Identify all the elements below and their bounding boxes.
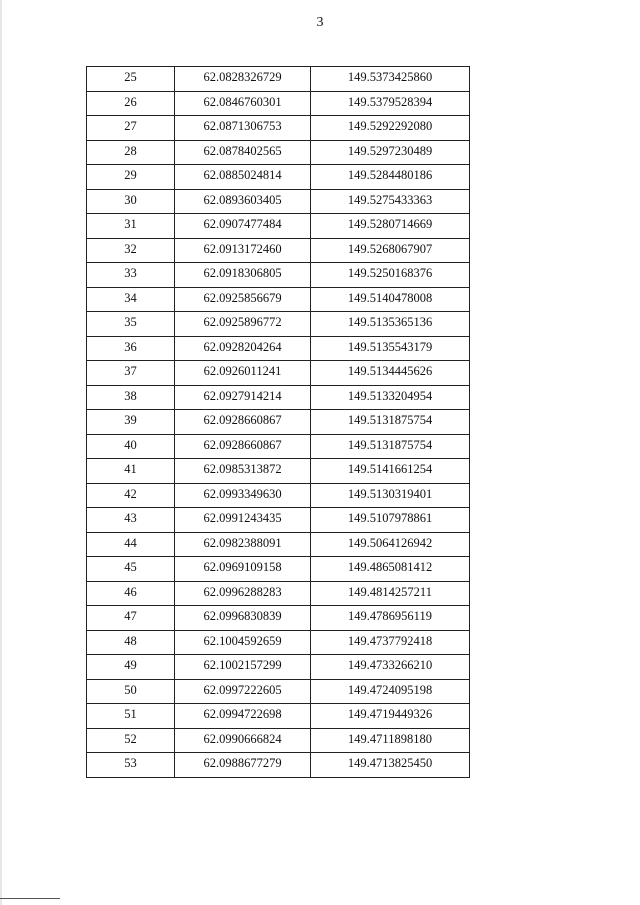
point-number-cell: 45 — [87, 557, 175, 582]
coordinate-y-cell: 149.5292292080 — [311, 116, 470, 141]
coordinate-y-cell: 149.5275433363 — [311, 189, 470, 214]
table-row — [87, 312, 470, 337]
coordinate-x-cell: 62.0926011241 — [175, 361, 311, 386]
table-row — [87, 704, 470, 729]
table-row — [87, 189, 470, 214]
point-number-cell: 52 — [87, 728, 175, 753]
table-row — [87, 655, 470, 680]
coordinate-y-cell: 149.4711898180 — [311, 728, 470, 753]
coordinate-x-cell: 62.0893603405 — [175, 189, 311, 214]
coordinate-x-cell: 62.0871306753 — [175, 116, 311, 141]
table-row — [87, 410, 470, 435]
point-number-cell: 33 — [87, 263, 175, 288]
point-number-cell: 41 — [87, 459, 175, 484]
point-number-cell: 43 — [87, 508, 175, 533]
coordinate-x-cell: 62.0925896772 — [175, 312, 311, 337]
table-row — [87, 361, 470, 386]
point-number-cell: 48 — [87, 630, 175, 655]
coordinate-x-cell: 62.0918306805 — [175, 263, 311, 288]
table-row — [87, 287, 470, 312]
point-number-cell: 37 — [87, 361, 175, 386]
coordinate-x-cell: 62.0927914214 — [175, 385, 311, 410]
point-number-cell: 32 — [87, 238, 175, 263]
point-number-cell: 34 — [87, 287, 175, 312]
point-number-cell: 31 — [87, 214, 175, 239]
point-number-cell: 39 — [87, 410, 175, 435]
coordinate-table — [86, 66, 470, 778]
table-row — [87, 753, 470, 778]
coordinate-y-cell: 149.4733266210 — [311, 655, 470, 680]
coordinate-x-cell: 62.0985313872 — [175, 459, 311, 484]
coordinate-x-cell: 62.0993349630 — [175, 483, 311, 508]
point-number-cell: 47 — [87, 606, 175, 631]
coordinate-x-cell: 62.0996830839 — [175, 606, 311, 631]
coordinate-x-cell: 62.0913172460 — [175, 238, 311, 263]
coordinate-x-cell: 62.0982388091 — [175, 532, 311, 557]
table-row — [87, 140, 470, 165]
coordinate-x-cell: 62.0997222605 — [175, 679, 311, 704]
coordinate-y-cell: 149.5131875754 — [311, 410, 470, 435]
table-row — [87, 214, 470, 239]
coordinate-y-cell: 149.5064126942 — [311, 532, 470, 557]
point-number-cell: 28 — [87, 140, 175, 165]
coordinate-x-cell: 62.0928660867 — [175, 410, 311, 435]
coordinate-y-cell: 149.4737792418 — [311, 630, 470, 655]
coordinate-y-cell: 149.4865081412 — [311, 557, 470, 582]
coordinate-y-cell: 149.5141661254 — [311, 459, 470, 484]
coordinate-table-body — [87, 67, 470, 778]
point-number-cell: 36 — [87, 336, 175, 361]
table-row — [87, 630, 470, 655]
page-number: 3 — [316, 15, 324, 30]
coordinate-y-cell: 149.5373425860 — [311, 67, 470, 92]
point-number-cell: 29 — [87, 165, 175, 190]
coordinate-y-cell: 149.5379528394 — [311, 91, 470, 116]
coordinate-x-cell: 62.0925856679 — [175, 287, 311, 312]
coordinate-y-cell: 149.5130319401 — [311, 483, 470, 508]
point-number-cell: 26 — [87, 91, 175, 116]
coordinate-y-cell: 149.5134445626 — [311, 361, 470, 386]
coordinate-x-cell: 62.0828326729 — [175, 67, 311, 92]
table-row — [87, 165, 470, 190]
point-number-cell: 49 — [87, 655, 175, 680]
point-number-cell: 51 — [87, 704, 175, 729]
table-row — [87, 483, 470, 508]
coordinate-y-cell: 149.5250168376 — [311, 263, 470, 288]
coordinate-x-cell: 62.0878402565 — [175, 140, 311, 165]
coordinate-y-cell: 149.4713825450 — [311, 753, 470, 778]
coordinate-y-cell: 149.4719449326 — [311, 704, 470, 729]
coordinate-y-cell: 149.4814257211 — [311, 581, 470, 606]
coordinate-y-cell: 149.5107978861 — [311, 508, 470, 533]
coordinate-y-cell: 149.5135543179 — [311, 336, 470, 361]
table-row — [87, 606, 470, 631]
coordinate-x-cell: 62.0969109158 — [175, 557, 311, 582]
coordinate-y-cell: 149.5268067907 — [311, 238, 470, 263]
coordinate-x-cell: 62.0991243435 — [175, 508, 311, 533]
coordinate-y-cell: 149.5140478008 — [311, 287, 470, 312]
coordinate-y-cell: 149.5280714669 — [311, 214, 470, 239]
table-row — [87, 532, 470, 557]
point-number-cell: 46 — [87, 581, 175, 606]
point-number-cell: 25 — [87, 67, 175, 92]
coordinate-x-cell: 62.0907477484 — [175, 214, 311, 239]
coordinate-y-cell: 149.5133204954 — [311, 385, 470, 410]
table-row — [87, 336, 470, 361]
table-row — [87, 385, 470, 410]
point-number-cell: 27 — [87, 116, 175, 141]
table-row — [87, 508, 470, 533]
coordinate-y-cell: 149.4724095198 — [311, 679, 470, 704]
table-row — [87, 116, 470, 141]
point-number-cell: 53 — [87, 753, 175, 778]
table-row — [87, 263, 470, 288]
point-number-cell: 38 — [87, 385, 175, 410]
coordinate-x-cell: 62.0988677279 — [175, 753, 311, 778]
point-number-cell: 35 — [87, 312, 175, 337]
footer-rule — [0, 898, 60, 899]
coordinate-y-cell: 149.5135365136 — [311, 312, 470, 337]
table-row — [87, 679, 470, 704]
table-row — [87, 67, 470, 92]
table-row — [87, 434, 470, 459]
table-row — [87, 91, 470, 116]
coordinate-x-cell: 62.0996288283 — [175, 581, 311, 606]
scan-edge — [0, 0, 2, 905]
table-row — [87, 728, 470, 753]
coordinate-y-cell: 149.5284480186 — [311, 165, 470, 190]
coordinate-x-cell: 62.0928660867 — [175, 434, 311, 459]
point-number-cell: 40 — [87, 434, 175, 459]
table-row — [87, 238, 470, 263]
point-number-cell: 50 — [87, 679, 175, 704]
coordinate-y-cell: 149.4786956119 — [311, 606, 470, 631]
coordinate-y-cell: 149.5297230489 — [311, 140, 470, 165]
point-number-cell: 30 — [87, 189, 175, 214]
coordinate-x-cell: 62.0846760301 — [175, 91, 311, 116]
coordinate-x-cell: 62.1002157299 — [175, 655, 311, 680]
coordinate-x-cell: 62.0885024814 — [175, 165, 311, 190]
coordinate-y-cell: 149.5131875754 — [311, 434, 470, 459]
coordinate-x-cell: 62.0928204264 — [175, 336, 311, 361]
table-row — [87, 581, 470, 606]
point-number-cell: 44 — [87, 532, 175, 557]
point-number-cell: 42 — [87, 483, 175, 508]
table-row — [87, 459, 470, 484]
coordinate-x-cell: 62.1004592659 — [175, 630, 311, 655]
coordinate-x-cell: 62.0994722698 — [175, 704, 311, 729]
coordinate-x-cell: 62.0990666824 — [175, 728, 311, 753]
table-row — [87, 557, 470, 582]
